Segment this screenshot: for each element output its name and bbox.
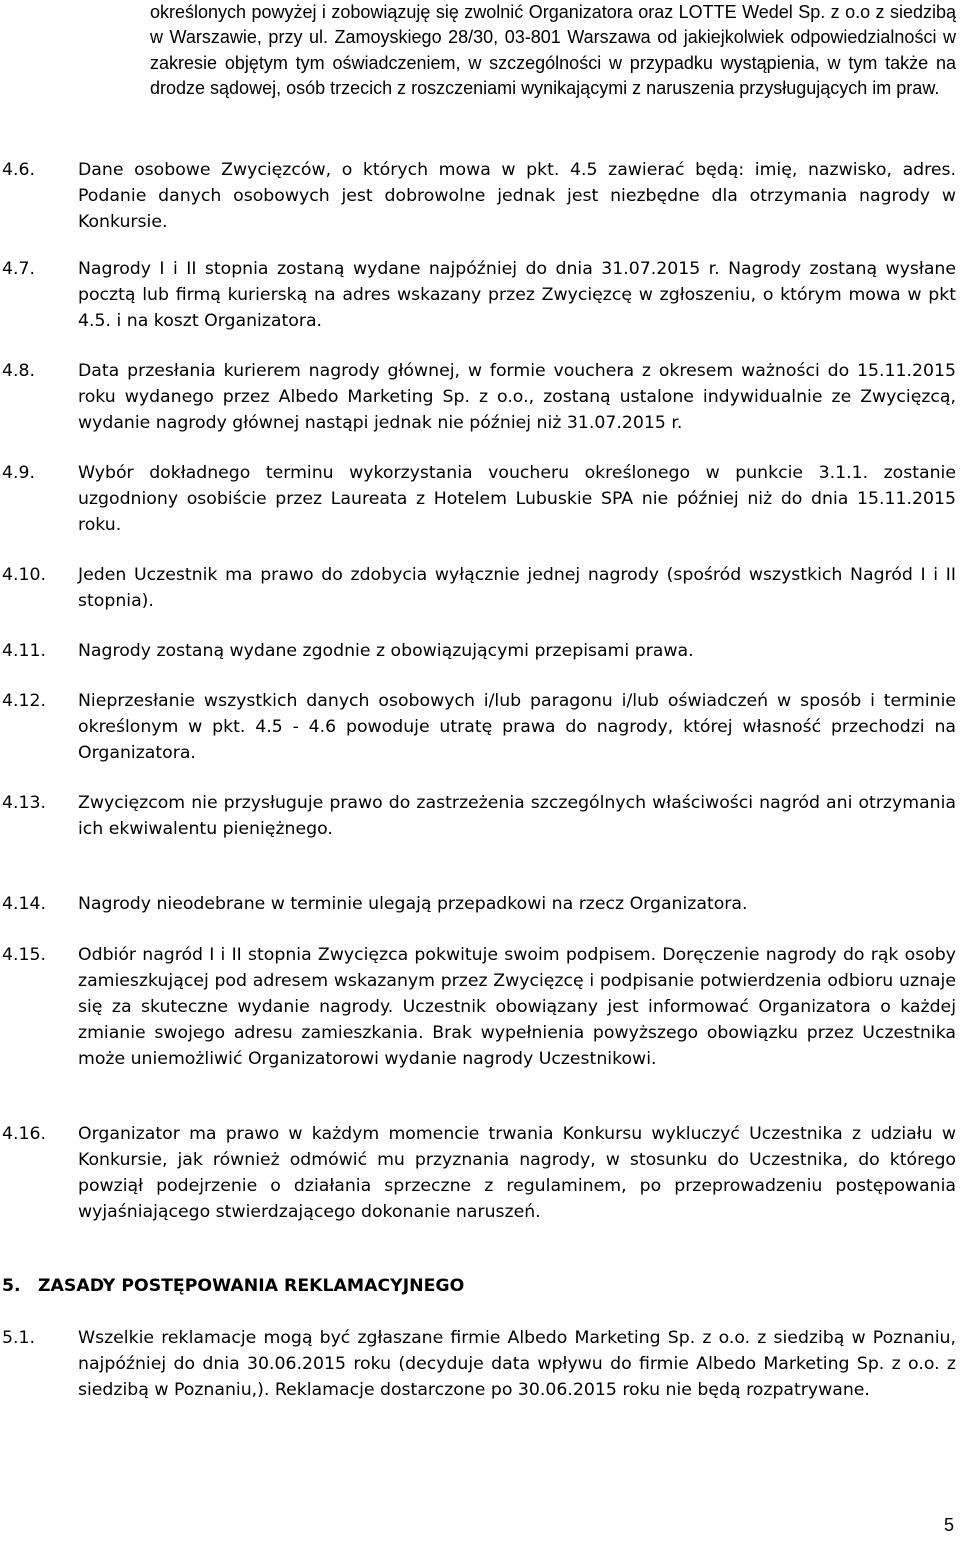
clause-number: 4.14. — [2, 894, 46, 914]
clause-text: Wybór dokładnego terminu wykorzystania voucheru określonego w punkcie 3.1.1. zostanie uzgodniony osobiście przez Laureata z Hotelem Lubuskie SPA nie później niż do dnia 15.11.2015 roku. — [78, 463, 956, 535]
clause-number: 4.9. — [2, 463, 35, 483]
clause-text: Nagrody zostaną wydane zgodnie z obowiązującymi przepisami prawa. — [78, 641, 694, 661]
clause-text: Data przesłania kurierem nagrody głównej, w formie vouchera z okresem ważności do 15.11.2015 roku wydanego przez Albedo Marketing Sp. z o.o., zostaną ustalone indywidualnie ze Zwycięzcą, wydanie nagrody głównej nastąpi jednak nie później niż 31.07.2015 r. — [78, 361, 956, 433]
clause-number: 4.10. — [2, 565, 46, 585]
section-title: ZASADY POSTĘPOWANIA REKLAMACYJNEGO — [38, 1276, 465, 1296]
clause-number: 4.11. — [2, 641, 46, 661]
clause-text: Wszelkie reklamacje mogą być zgłaszane firmie Albedo Marketing Sp. z o.o. z siedzibą w Poznaniu, najpóźniej do dnia 30.06.2015 roku (decyduje data wpływu do firmie Albedo Marketing Sp. z o.o. z siedzibą w Poznaniu,). Reklamacje dostarczone po 30.06.2015 roku nie będą rozpatrywane. — [78, 1328, 956, 1400]
clause-number: 4.12. — [2, 691, 46, 711]
continuation-paragraph: określonych powyżej i zobowiązuję się zwolnić Organizatora oraz LOTTE Wedel Sp. z o.o z siedzibą w Warszawie, przy ul. Zamoyskiego 28/30, 03-801 Warszawa od jakiejkolwiek odpowiedzialności w zakresie objętym tym oświadczeniem, w szczególności w przypadku wystąpienia, w tym także na drodze sądowej, osób trzecich z roszczeniami wynikającymi z naruszenia przysługujących im praw. — [150, 2, 956, 99]
section-heading — [2, 1273, 464, 1299]
clause-number: 4.7. — [2, 259, 35, 279]
clause-number: 4.13. — [2, 793, 46, 813]
clause-text: Organizator ma prawo w każdym momencie trwania Konkursu wykluczyć Uczestnika z udziału w Konkursie, jak również odmówić mu przyznania nagrody, w stosunku do Uczestnika, do którego powziął podejrzenie o działania sprzeczne z regulaminem, po przeprowadzeniu postępowania wyjaśniającego stwierdzającego dokonanie naruszeń. — [78, 1124, 956, 1222]
clause-number: 5.1. — [2, 1328, 35, 1348]
clause-text: Nagrody nieodebrane w terminie ulegają przepadkowi na rzecz Organizatora. — [78, 894, 748, 914]
clause-text: Dane osobowe Zwycięzców, o których mowa w pkt. 4.5 zawierać będą: imię, nazwisko, adres. Podanie danych osobowych jest dobrowolne jednak jest niezbędne dla otrzymania nagrody w Konkursie. — [78, 160, 956, 232]
clause-text: Nieprzesłanie wszystkich danych osobowych i/lub paragonu i/lub oświadczeń w sposób i terminie określonym w pkt. 4.5 - 4.6 powoduje utratę prawa do nagrody, której własność przechodzi na Organizatora. — [78, 691, 956, 763]
clause-number: 4.15. — [2, 945, 46, 965]
clause-number: 4.8. — [2, 361, 35, 381]
section-number: 5. — [2, 1276, 21, 1296]
clause-text: Zwycięzcom nie przysługuje prawo do zastrzeżenia szczególnych właściwości nagród ani otrzymania ich ekwiwalentu pieniężnego. — [78, 793, 956, 839]
clause-text: Nagrody I i II stopnia zostaną wydane najpóźniej do dnia 31.07.2015 r. Nagrody zostaną wysłane pocztą lub firmą kurierską na adres wskazany przez Zwycięzcę w zgłoszeniu, o którym mowa w pkt 4.5. i na koszt Organizatora. — [78, 259, 956, 331]
clause-text: Odbiór nagród I i II stopnia Zwycięzca pokwituje swoim podpisem. Doręczenie nagrody do rąk osoby zamieszkującej pod adresem wskazanym przez Zwycięzcę i podpisanie potwierdzenia odbioru uznaje się za skuteczne wydanie nagrody. Uczestnik obowiązany jest informować Organizatora o każdej zmianie swojego adresu zamieszkania. Brak wypełnienia powyższego obowiązku przez Uczestnika może uniemożliwić Organizatorowi wydanie nagrody Uczestnikowi. — [78, 945, 956, 1069]
clause-number: 4.16. — [2, 1124, 46, 1144]
clause-text: Jeden Uczestnik ma prawo do zdobycia wyłącznie jednej nagrody (spośród wszystkich Nagród I i II stopnia). — [78, 565, 956, 611]
page-number: 5 — [943, 1515, 954, 1535]
clause-number: 4.6. — [2, 160, 35, 180]
